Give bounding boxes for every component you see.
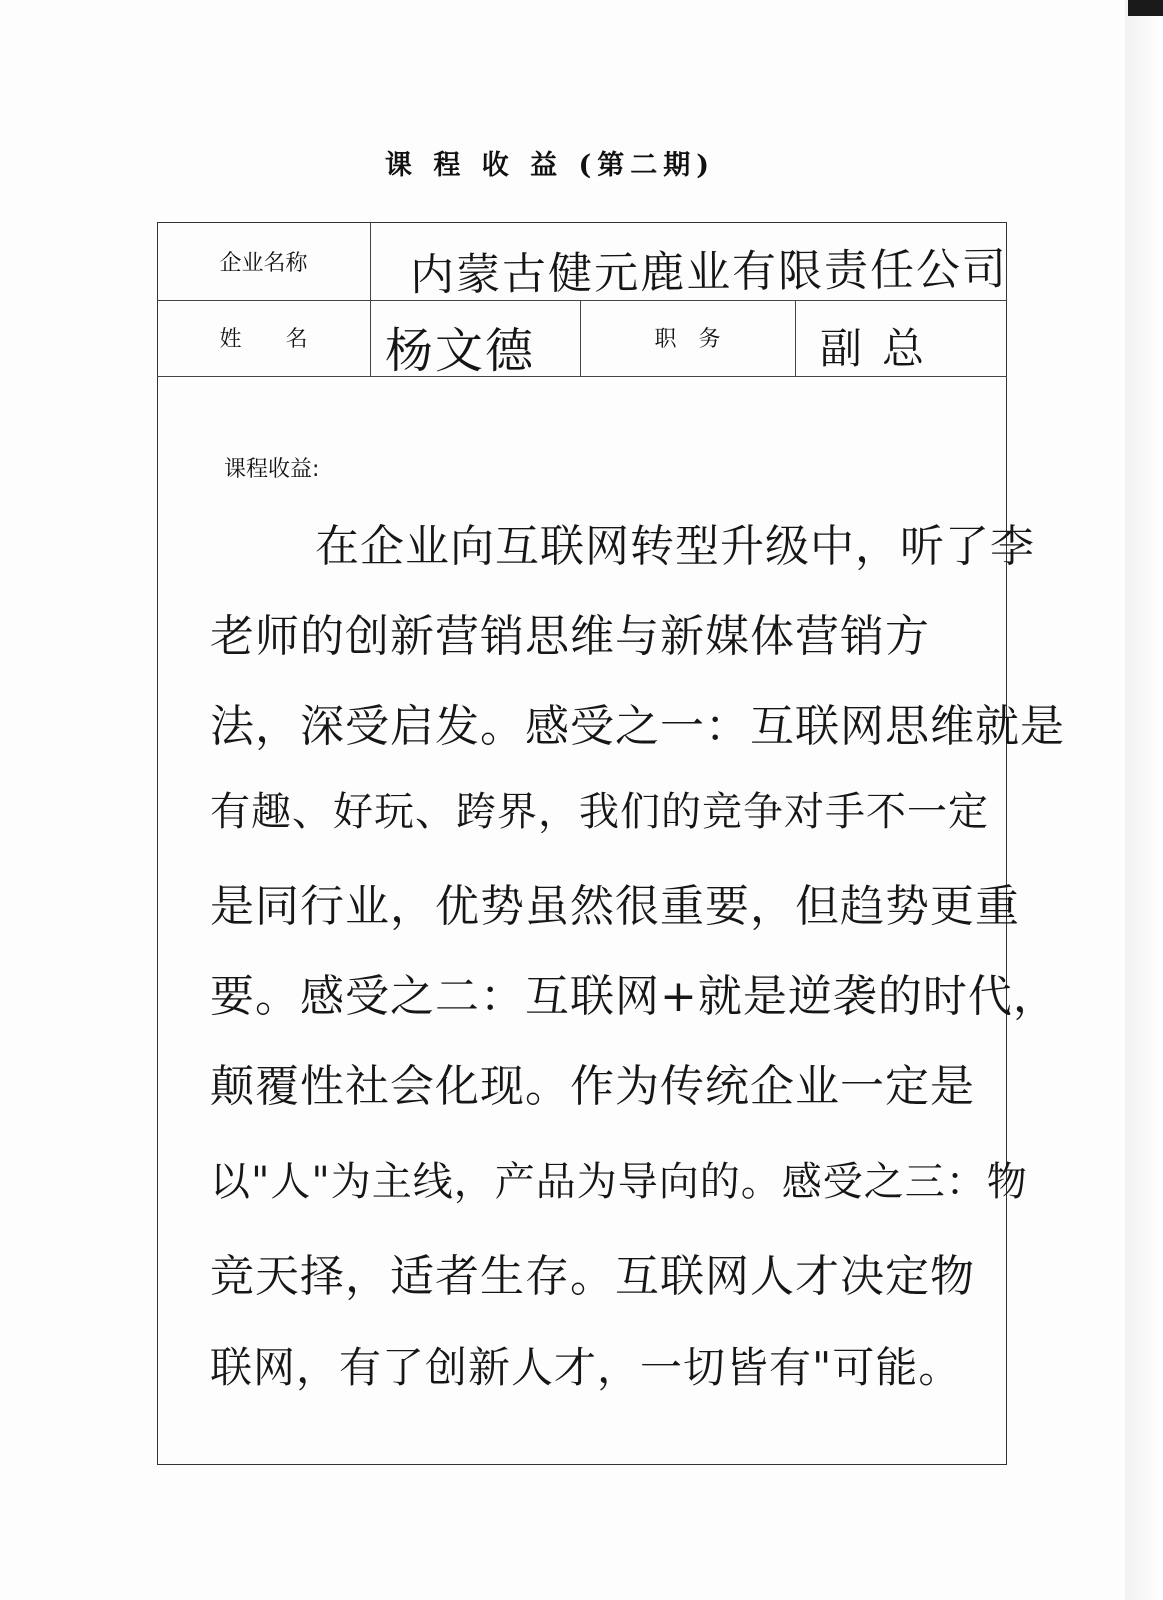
benefit-line-10: 联网，有了创新人才，一切皆有"可能。 bbox=[210, 1343, 962, 1392]
benefit-line-1: 在企业向互联网转型升级中，听了李 bbox=[225, 521, 1035, 572]
position-label: 职 务 bbox=[654, 327, 721, 352]
scan-edge bbox=[1125, 0, 1163, 1600]
benefit-line-9: 竞天择，适者生存。互联网人才决定物 bbox=[210, 1251, 975, 1302]
company-name-label: 企业名称 bbox=[219, 251, 308, 276]
row-divider-2 bbox=[157, 376, 1007, 377]
name-label: 姓 名 bbox=[219, 327, 308, 352]
document-title: 课 程 收 益 (第二期) bbox=[384, 150, 716, 181]
benefit-line-2: 老师的创新营销思维与新媒体营销方 bbox=[210, 611, 930, 662]
benefit-line-8: 以"人"为主线，产品为导向的。感受之三：物 bbox=[210, 1159, 1028, 1205]
company-name-value: 内蒙古健元鹿业有限责任公司 bbox=[409, 243, 1009, 302]
benefit-line-3: 法，深受启发。感受之一：互联网思维就是 bbox=[210, 701, 1065, 752]
benefit-line-6: 要。感受之二：互联网+就是逆袭的时代， bbox=[210, 971, 1058, 1022]
course-benefit-label: 课程收益: bbox=[224, 457, 320, 482]
benefit-line-4: 有趣、好玩、跨界，我们的竞争对手不一定 bbox=[210, 789, 989, 835]
position-column-divider bbox=[795, 300, 796, 376]
position-value: 副总 bbox=[820, 324, 945, 373]
benefit-line-5: 是同行业，优势虽然很重要，但趋势更重 bbox=[210, 881, 1020, 932]
scan-corner bbox=[1128, 0, 1163, 16]
benefit-line-7: 颠覆性社会化现。作为传统企业一定是 bbox=[210, 1061, 975, 1112]
label-column-divider bbox=[370, 222, 371, 376]
name-value: 杨文德 bbox=[385, 323, 536, 379]
